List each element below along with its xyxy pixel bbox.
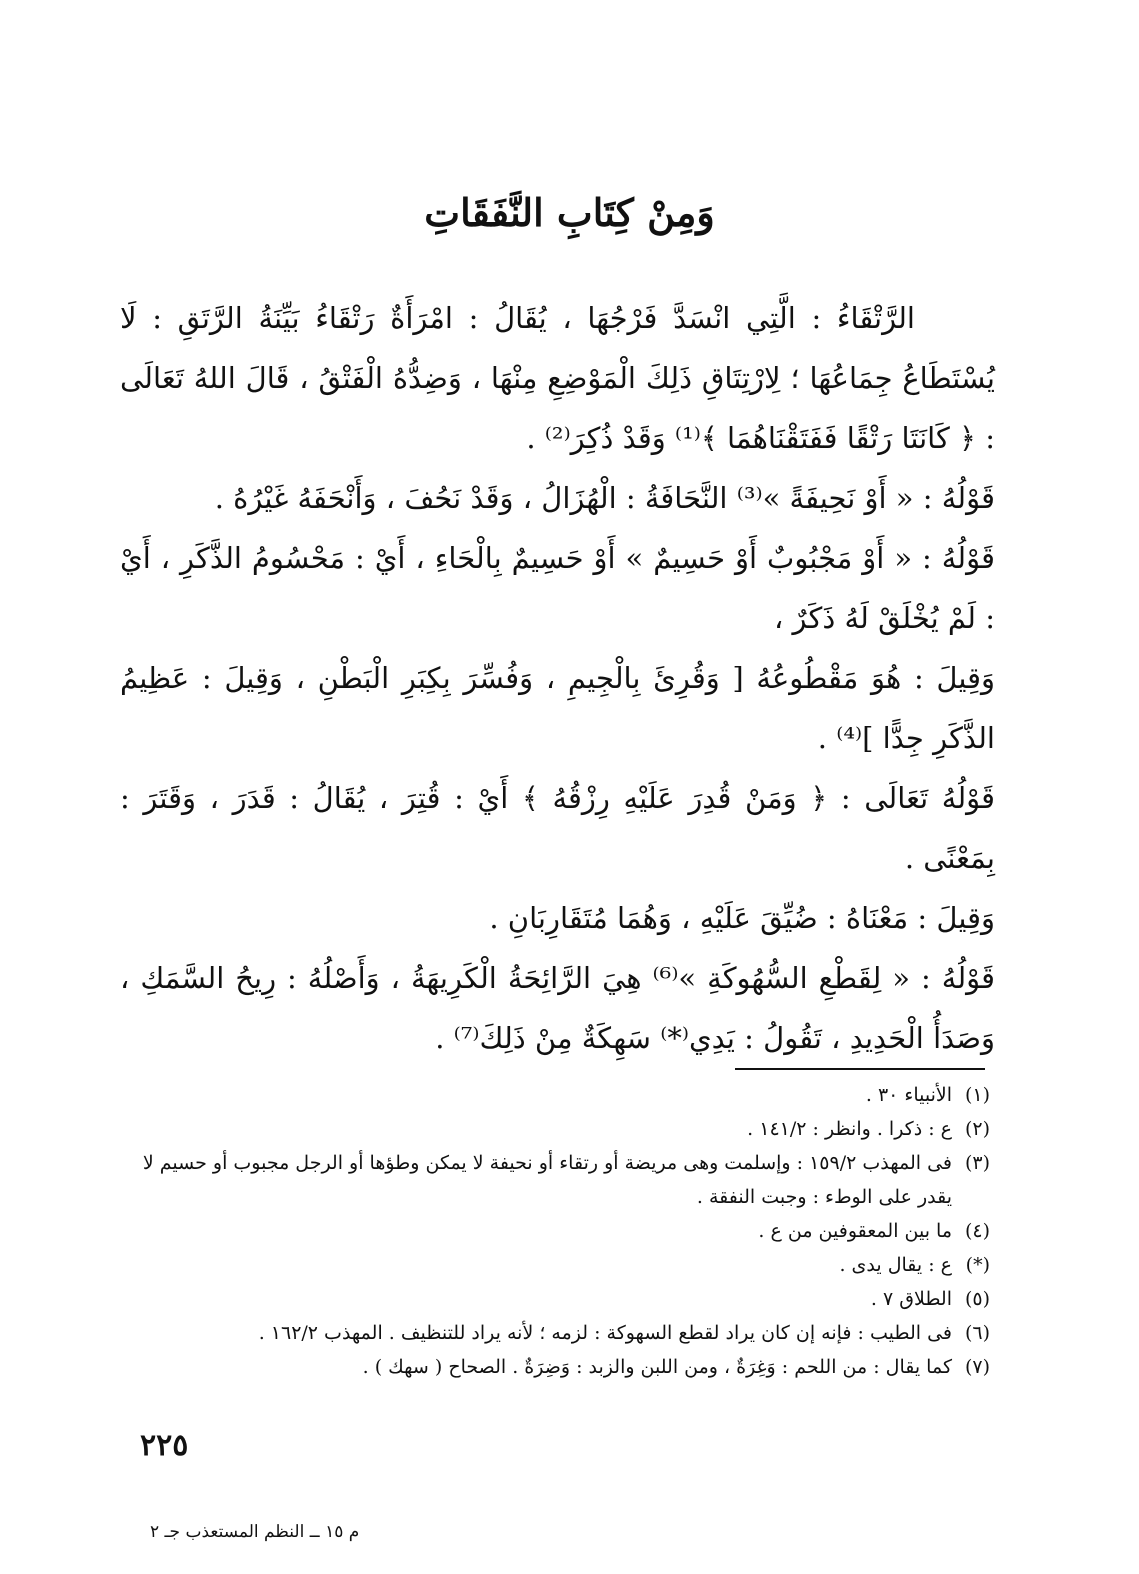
paragraph: الرَّتْقَاءُ : الَّتِي انْسَدَّ فَرْجُهَا ، يُقَالُ : امْرَأَةٌ رَتْقَاءُ بَيِّنَةُ الرَّتَقِ : لَا يُسْتَطَاعُ جِمَاعُهَا ؛ لِارْتِتَاقِ ذَلِكَ الْمَوْضِعِ مِنْهَا ، وَضِدُّهُ الْفَتْقُ ، قَالَ اللهُ تَعَالَى : ﴿ كَانَتَا رَتْقًا فَفَتَقْنَاهُمَا ﴾⁽¹⁾ وَقَدْ ذُكِرَ⁽²⁾ . xyxy=(120,301,995,455)
footnote-divider xyxy=(735,1068,985,1070)
footnote-text: ع : يقال يدى . xyxy=(839,1254,952,1276)
footnote-text: كما يقال : من اللحم : وَغِرَةٌ ، ومن اللبن والزبد : وَضِرَةٌ . الصحاح ( سهك ) . xyxy=(362,1356,952,1378)
footnote-number: (١) xyxy=(964,1084,990,1106)
paragraph: وَقِيلَ : مَعْنَاهُ : ضُيِّقَ عَلَيْهِ ، وَهُمَا مُتَقَارِبَانِ . xyxy=(489,901,995,935)
page-number: ٢٢٥ xyxy=(140,1428,189,1463)
footnote xyxy=(140,1316,990,1350)
footnote-number: (٤) xyxy=(964,1220,990,1242)
paragraph: قَوْلُهُ : « أَوْ نَحِيفَةً »⁽³⁾ النَّحَافَةُ : الْهُزَالُ ، وَقَدْ نَحُفَ ، وَأَنْحَفَهُ غَيْرُهُ . xyxy=(214,481,995,515)
footnote-text: الطلاق ٧ . xyxy=(870,1288,952,1310)
footnote-number: (*) xyxy=(965,1254,990,1276)
main-text xyxy=(120,288,995,1068)
footnote xyxy=(140,1282,990,1316)
footnotes xyxy=(140,1078,990,1384)
paragraph: قَوْلُهُ : « أَوْ مَجْبُوبٌ أَوْ حَسِيمٌ » أَوْ حَسِيمٌ بِالْحَاءِ ، أَيْ : مَحْسُومُ الذَّكَرِ ، أَيْ : لَمْ يُخْلَقْ لَهُ ذَكَرٌ ، xyxy=(120,541,995,635)
footnote-text: فى المهذب ١٥٩/٢ : وإسلمت وهى مريضة أو رتقاء أو نحيفة لا يمكن وطؤها أو الرجل مجبوب أو حسيم لا يقدر على الوطء : وجبت النفقة . xyxy=(142,1152,952,1208)
footnote xyxy=(140,1078,990,1112)
footnote-text: ما بين المعقوفين من ع . xyxy=(758,1220,952,1242)
footnote xyxy=(140,1146,990,1214)
footnote-text: ع : ذكرا . وانظر : ١٤١/٢ . xyxy=(747,1118,952,1140)
footnote-number: (٧) xyxy=(964,1356,990,1378)
chapter-title: وَمِنْ كِتَابِ النَّفَقَاتِ xyxy=(424,190,715,235)
footnote-number: (٦) xyxy=(964,1322,990,1344)
footnote-text: فى الطيب : فإنه إن كان يراد لقطع السهوكة : لزمه ؛ لأنه يراد للتنظيف . المهذب ١٦٢/٢ . xyxy=(258,1322,952,1344)
footnote xyxy=(140,1112,990,1146)
footnote-number: (٥) xyxy=(964,1288,990,1310)
footnote-number: (٣) xyxy=(964,1152,990,1174)
footnote xyxy=(140,1248,990,1282)
paragraph: قَوْلُهُ : « لِقَطْعِ السُّهُوكَةِ »⁽⁶⁾ هِيَ الرَّائِحَةُ الْكَرِيهَةُ ، وَأَصْلُهُ : رِيحُ السَّمَكِ ، وَصَدَأُ الْحَدِيدِ ، تَقُولُ : يَدِي⁽*⁾ سَهِكَةٌ مِنْ ذَلِكَ⁽⁷⁾ . xyxy=(120,961,996,1055)
paragraph: قَوْلُهُ تَعَالَى : ﴿ وَمَنْ قُدِرَ عَلَيْهِ رِزْقُهُ ﴾ أَيْ : قُتِرَ ، يُقَالُ : قَدَرَ ، وَقَتَرَ : بِمَعْنًى . xyxy=(120,781,995,875)
paragraph: وَقِيلَ : هُوَ مَقْطُوعُهُ [ وَقُرِئَ بِالْجِيمِ ، وَفُسِّرَ بِكِبَرِ الْبَطْنِ ، وَقِيلَ : عَظِيمُ الذَّكَرِ جِدًّا ]⁽⁴⁾ . xyxy=(120,661,995,755)
footnote-number: (٢) xyxy=(964,1118,990,1140)
signature-line: م ١٥ ــ النظم المستعذب جـ ٢ xyxy=(150,1522,360,1542)
footnote xyxy=(140,1350,990,1384)
footnote xyxy=(140,1214,990,1248)
footnote-text: الأنبياء ٣٠ . xyxy=(865,1084,952,1106)
